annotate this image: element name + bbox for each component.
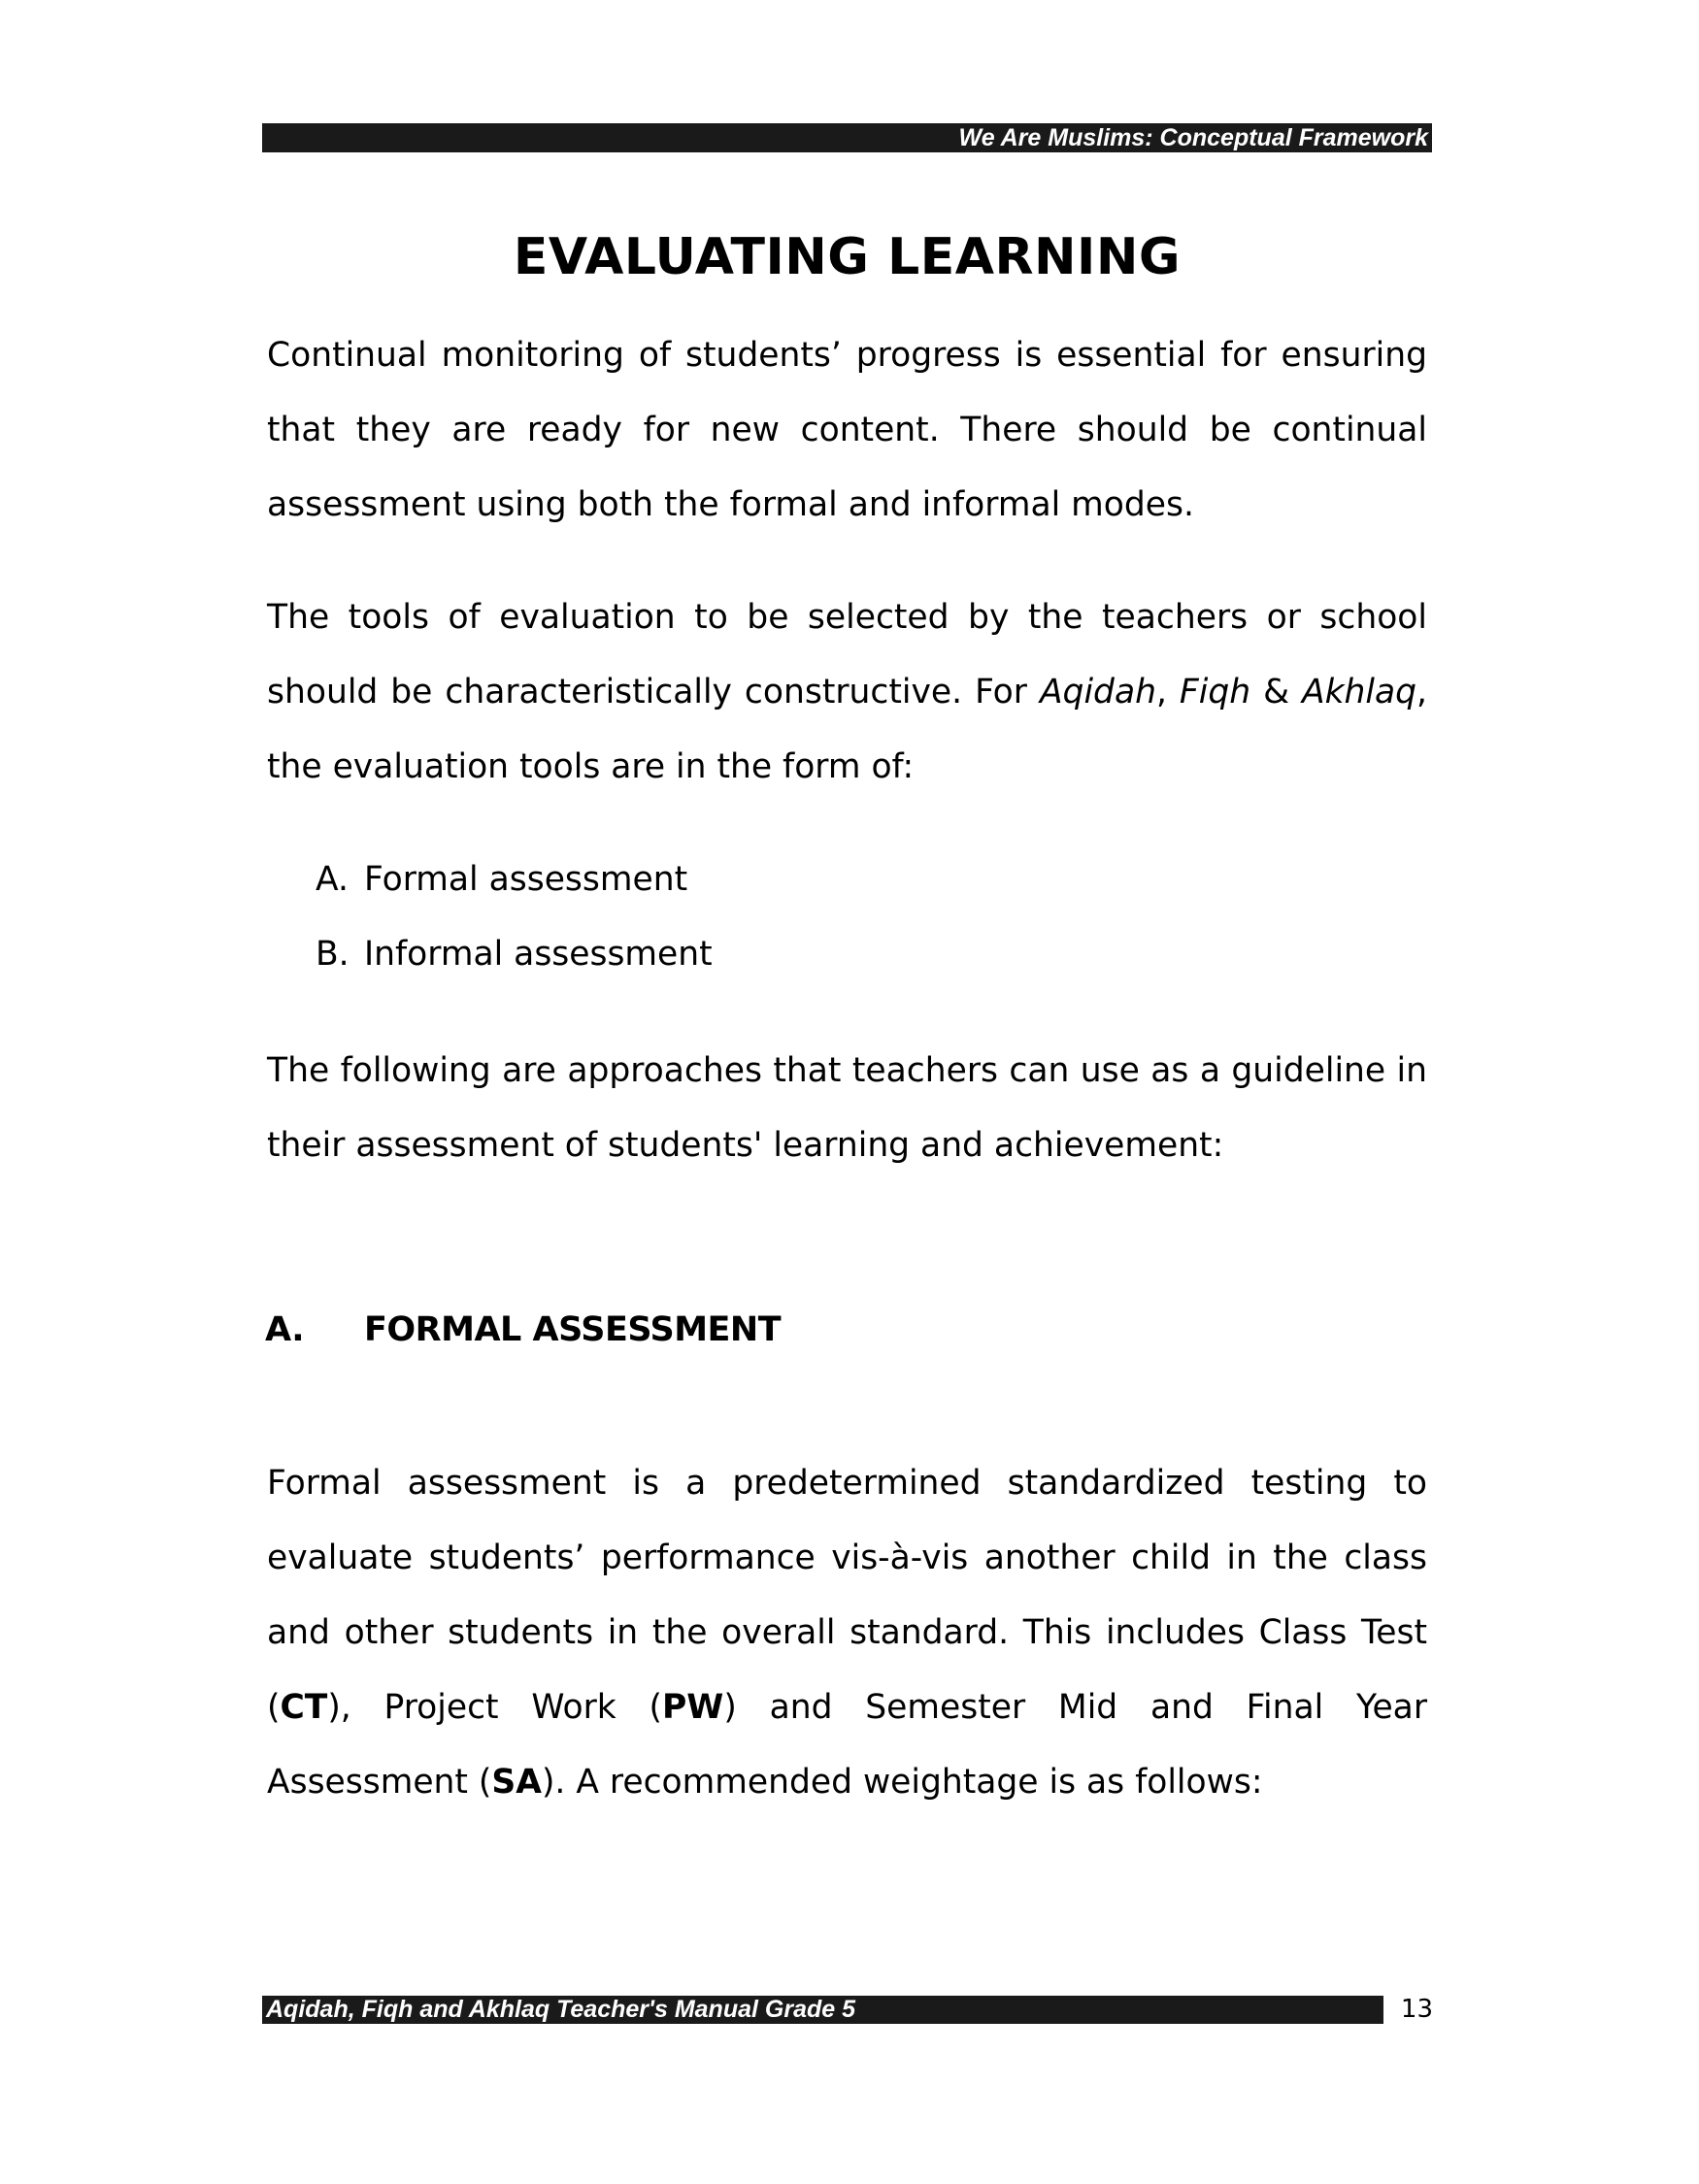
paragraph-evaluation-tools-lead: The tools of evaluation to be selected by the teachers or school should be characteristically constructive. For — [267, 598, 1427, 711]
section-title: FORMAL ASSESSMENT — [364, 1310, 782, 1349]
paragraph-evaluation-tools — [267, 580, 1427, 805]
running-footer — [262, 1996, 1383, 2024]
formal-text-3: ) and Semester Mid and Final Year Assessment ( — [267, 1688, 1428, 1802]
list-item-label: Formal assessment — [364, 860, 688, 899]
separator-2: & — [1250, 673, 1302, 711]
formal-text-2: ), Project Work ( — [327, 1688, 662, 1727]
separator-1: , — [1155, 673, 1180, 711]
abbr-project-work: PW — [661, 1688, 724, 1727]
formal-text-1: Formal assessment is a predetermined standardized testing to evaluate students’ performance vis-à-vis another child in the class and other students in the overall standard. This includes Class Test ( — [267, 1464, 1427, 1727]
section-heading-formal-assessment — [265, 1306, 781, 1354]
running-header — [262, 123, 1432, 152]
evaluation-modes-list — [316, 843, 1189, 992]
subject-fiqh: Fiqh — [1179, 673, 1251, 711]
page-title: EVALUATING LEARNING — [513, 228, 1182, 286]
abbr-semester-assessment: SA — [491, 1763, 542, 1802]
subject-akhlaq: Akhlaq — [1301, 673, 1417, 711]
paragraph-intro: Continual monitoring of students’ progress is essential for ensuring that they are ready for new content. There should be continual assessment using both the formal and informal modes. — [267, 336, 1427, 524]
list-marker: A. — [316, 860, 349, 899]
paragraph-formal-assessment — [267, 1446, 1427, 1820]
list-item-label: Informal assessment — [364, 935, 713, 974]
subject-aqidah: Aqidah — [1039, 673, 1156, 711]
formal-text-4: ). A recommended weightage is as follows: — [541, 1763, 1263, 1802]
section-letter: A. — [265, 1310, 305, 1349]
list-item — [316, 843, 1189, 917]
paragraph-evaluation-tools-tail: , the evaluation tools are in the form of: — [267, 673, 1428, 786]
abbr-class-test: CT — [280, 1688, 328, 1727]
running-header-title: We Are Muslims: Conceptual Framework — [958, 124, 1428, 151]
list-marker: B. — [316, 935, 350, 974]
paragraph-approaches: The following are approaches that teachers can use as a guideline in their assessment of students' learning and achievement: — [267, 1051, 1427, 1165]
list-item — [316, 917, 1189, 992]
page-number: 13 — [1400, 1995, 1433, 2024]
footer-book-title: Aqidah, Fiqh and Akhlaq Teacher's Manual Grade 5 — [266, 1996, 855, 2023]
